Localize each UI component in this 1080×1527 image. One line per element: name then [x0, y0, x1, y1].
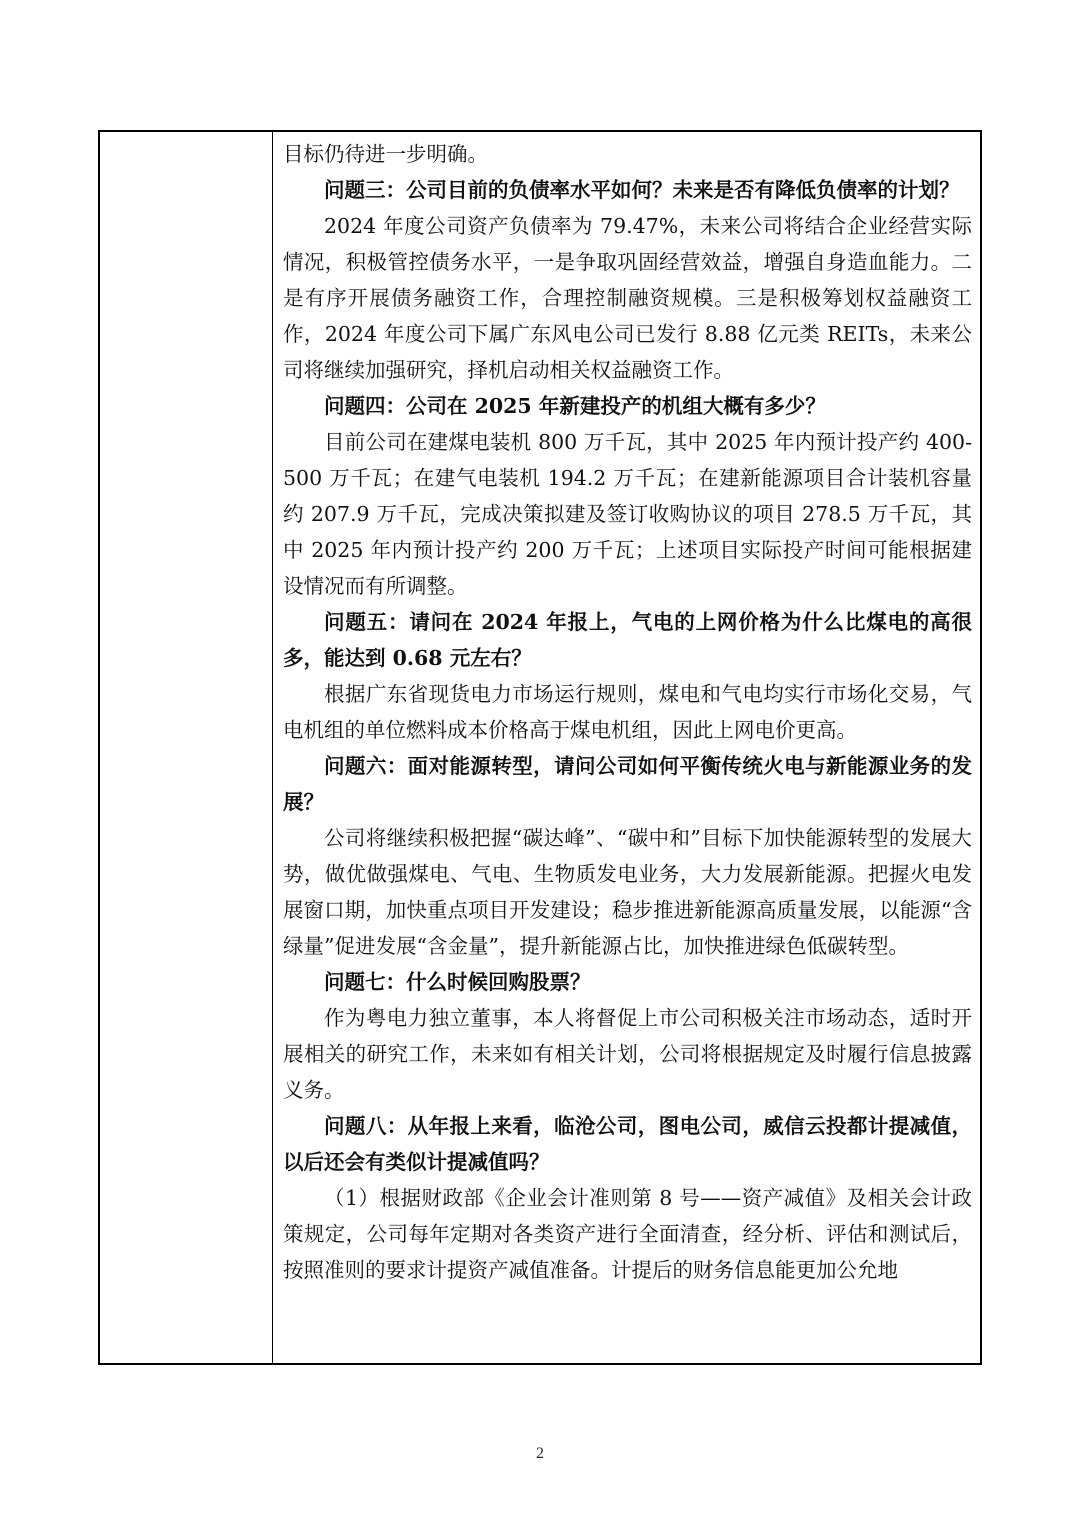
- question-8: 问题八：从年报上来看，临沧公司，图电公司，威信云投都计提减值，以后还会有类似计提减值吗？: [283, 1114, 972, 1174]
- table-right-cell: [273, 132, 980, 1363]
- answer-3: 2024 年度公司资产负债率为 79.47%，未来公司将结合企业经营实际情况，积极管控债务水平，一是争取巩固经营效益，增强自身造血能力。二是有序开展债务融资工作，合理控制融资规模。三是积极筹划权益融资工作，2024 年度公司下属广东风电公司已发行 8.88 亿元类 REITs，未来公司将继续加强研究，择机启动相关权益融资工作。: [283, 214, 972, 382]
- answer-8: （1）根据财政部《企业会计准则第 8 号——资产减值》及相关会计政策规定，公司每年定期对各类资产进行全面清查，经分析、评估和测试后，按照准则的要求计提资产减值准备。计提后的财务信息能更加公允地: [283, 1186, 972, 1282]
- answer-7: 作为粤电力独立董事，本人将督促上市公司积极关注市场动态，适时开展相关的研究工作，未来如有相关计划，公司将根据规定及时履行信息披露义务。: [283, 1006, 972, 1102]
- question-5: 问题五：请问在 2024 年报上，气电的上网价格为什么比煤电的高很多，能达到 0.68 元左右？: [283, 610, 972, 670]
- question-6: 问题六：面对能源转型，请问公司如何平衡传统火电与新能源业务的发展？: [283, 754, 972, 814]
- table-left-cell: [100, 132, 273, 1363]
- paragraph-continuation: 目标仍待进一步明确。: [283, 142, 488, 166]
- question-3: 问题三：公司目前的负债率水平如何？未来是否有降低负债率的计划？: [324, 178, 960, 202]
- question-4: 问题四：公司在 2025 年新建投产的机组大概有多少？: [324, 394, 826, 418]
- page-number: 2: [536, 1445, 544, 1462]
- answer-6: 公司将继续积极把握“碳达峰”、“碳中和”目标下加快能源转型的发展大势，做优做强煤电、气电、生物质发电业务，大力发展新能源。把握火电发展窗口期，加快重点项目开发建设；稳步推进新能源高质量发展，以能源“含绿量”促进发展“含金量”，提升新能源占比，加快推进绿色低碳转型。: [283, 826, 972, 958]
- content-table: [98, 130, 982, 1365]
- answer-5: 根据广东省现货电力市场运行规则，煤电和气电均实行市场化交易，气电机组的单位燃料成本价格高于煤电机组，因此上网电价更高。: [283, 682, 972, 742]
- answer-4: 目前公司在建煤电装机 800 万千瓦，其中 2025 年内预计投产约 400-500 万千瓦；在建气电装机 194.2 万千瓦；在建新能源项目合计装机容量约 207.9 万千瓦，完成决策拟建及签订收购协议的项目 278.5 万千瓦，其中 2025 年内预计投产约 200 万千瓦；上述项目实际投产时间可能根据建设情况而有所调整。: [283, 430, 972, 598]
- question-7: 问题七：什么时候回购股票？: [324, 970, 591, 994]
